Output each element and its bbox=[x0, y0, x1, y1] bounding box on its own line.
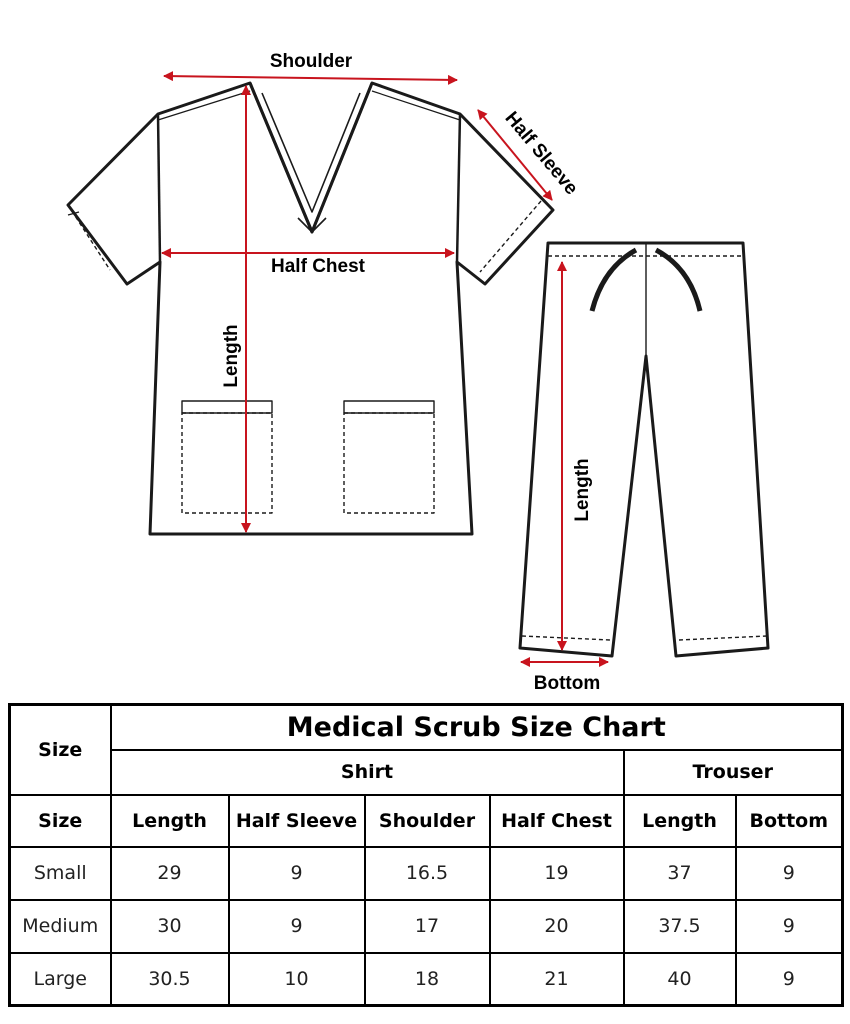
trouser-length-label: Length bbox=[572, 458, 593, 522]
bottom-label: Bottom bbox=[533, 673, 601, 694]
column-header: Half Sleeve bbox=[229, 795, 365, 847]
table-row bbox=[10, 847, 843, 900]
shirt-outline bbox=[68, 83, 553, 534]
column-header: Size bbox=[10, 795, 111, 847]
size-cell: Small bbox=[10, 847, 111, 900]
table-cell: 30.5 bbox=[111, 953, 229, 1006]
size-chart-table bbox=[8, 703, 844, 1007]
shoulder-label: Shoulder bbox=[269, 51, 353, 72]
trouser-drawing bbox=[520, 243, 768, 656]
shirt-drawing bbox=[68, 83, 553, 534]
table-cell: 19 bbox=[490, 847, 624, 900]
table-cell: 9 bbox=[736, 953, 843, 1006]
column-header: Length bbox=[111, 795, 229, 847]
table-cell: 9 bbox=[229, 900, 365, 953]
table-cell: 9 bbox=[736, 847, 843, 900]
right-pocket bbox=[344, 401, 434, 513]
left-pocket bbox=[182, 401, 272, 513]
drawstring-right bbox=[656, 250, 700, 311]
table-cell: 9 bbox=[229, 847, 365, 900]
shirt-group-header: Shirt bbox=[111, 750, 624, 795]
table-cell: 37.5 bbox=[624, 900, 736, 953]
column-header: Shoulder bbox=[365, 795, 490, 847]
trouser-outline bbox=[520, 243, 768, 656]
shirt-length-label: Length bbox=[221, 324, 242, 388]
column-header-row bbox=[10, 795, 843, 847]
table-title: Medical Scrub Size Chart bbox=[111, 705, 843, 750]
table-row bbox=[10, 953, 843, 1006]
table-cell: 10 bbox=[229, 953, 365, 1006]
table-row bbox=[10, 900, 843, 953]
half-chest-label: Half Chest bbox=[271, 256, 365, 277]
drawstring-left bbox=[592, 250, 636, 311]
table-cell: 20 bbox=[490, 900, 624, 953]
table-cell: 18 bbox=[365, 953, 490, 1006]
table-cell: 30 bbox=[111, 900, 229, 953]
table-cell: 21 bbox=[490, 953, 624, 1006]
table-cell: 40 bbox=[624, 953, 736, 1006]
size-cell: Large bbox=[10, 953, 111, 1006]
table-cell: 17 bbox=[365, 900, 490, 953]
size-cell: Medium bbox=[10, 900, 111, 953]
shoulder-arrow bbox=[164, 76, 457, 80]
column-header: Bottom bbox=[736, 795, 843, 847]
table-cell: 9 bbox=[736, 900, 843, 953]
table-cell: 37 bbox=[624, 847, 736, 900]
column-header: Half Chest bbox=[490, 795, 624, 847]
table-cell: 29 bbox=[111, 847, 229, 900]
trouser-group-header: Trouser bbox=[624, 750, 843, 795]
table-cell: 16.5 bbox=[365, 847, 490, 900]
right-sleeve-hem bbox=[480, 201, 541, 272]
size-header: Size bbox=[10, 705, 111, 795]
column-header: Length bbox=[624, 795, 736, 847]
half-sleeve-label: Half Sleeve bbox=[500, 107, 582, 200]
